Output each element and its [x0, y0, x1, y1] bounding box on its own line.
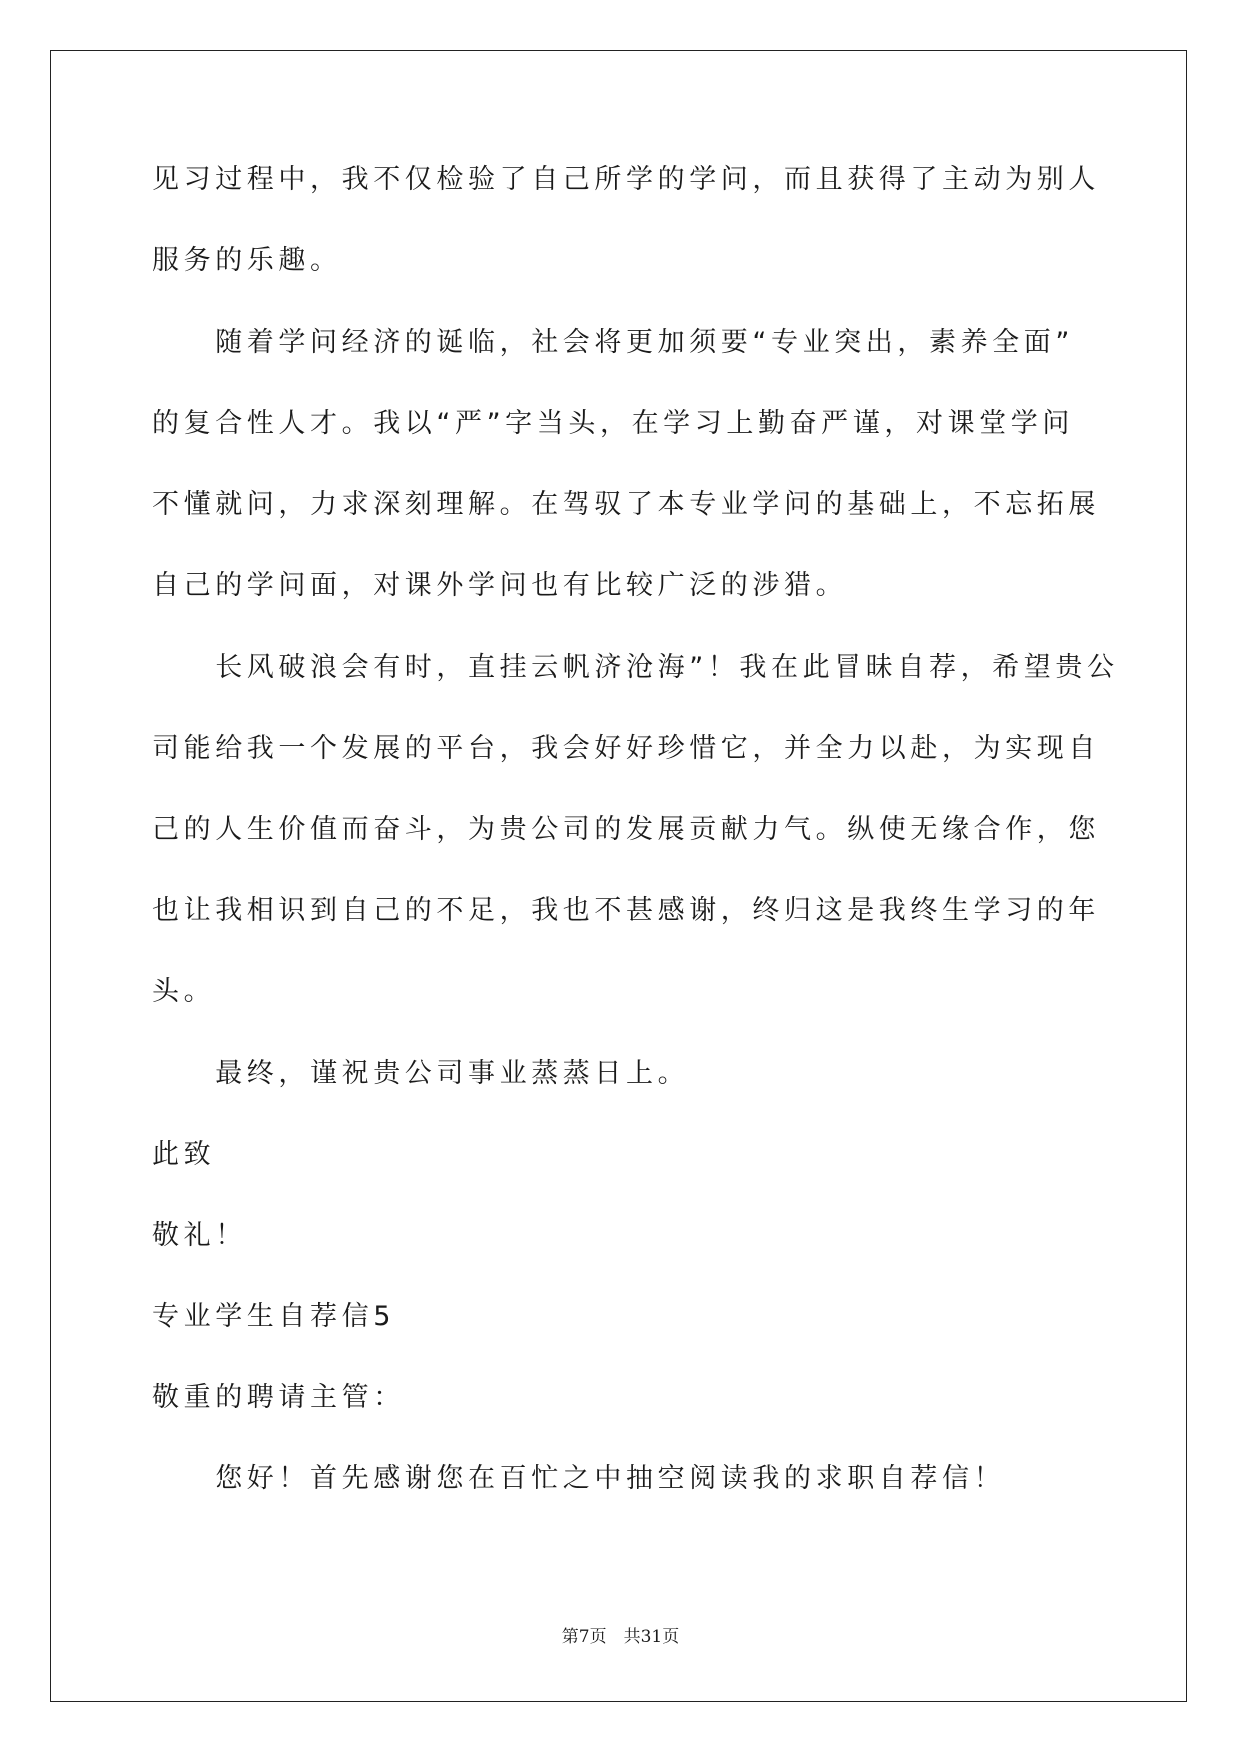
- salutation-jingli: 敬礼！: [152, 1220, 247, 1251]
- letter-greeting: 敬重的聘请主管：: [152, 1382, 405, 1413]
- text-line: 长风破浪会有时，直挂云帆济沧海”！我在此冒昧自荐，希望贵公: [152, 652, 1119, 683]
- letter-opening: 您好！首先感谢您在百忙之中抽空阅读我的求职自荐信！: [152, 1463, 1006, 1494]
- document-body: [152, 160, 1119, 1499]
- section-title: 专业学生自荐信5: [152, 1301, 395, 1332]
- text-line: 也让我相识到自己的不足，我也不甚感谢，终归这是我终生学习的年: [152, 895, 1100, 926]
- text-line: 的复合性人才。我以“严”字当头，在学习上勤奋严谨，对课堂学问: [152, 408, 1074, 439]
- text-line: 服务的乐趣。: [152, 245, 342, 276]
- text-line: 随着学问经济的诞临，社会将更加须要“专业突出，素养全面”: [152, 327, 1074, 358]
- salutation-cizhi: 此致: [152, 1139, 216, 1170]
- text-line: 头。: [152, 976, 216, 1007]
- text-line: 己的人生价值而奋斗，为贵公司的发展贡献力气。纵使无缘合作，您: [152, 814, 1100, 845]
- text-line: 自己的学问面，对课外学问也有比较广泛的涉猎。: [152, 570, 848, 601]
- text-line: 司能给我一个发展的平台，我会好好珍惜它，并全力以赴，为实现自: [152, 733, 1100, 764]
- page-number-footer: 第7页 共31页: [561, 1627, 680, 1647]
- closing-wish: 最终，谨祝贵公司事业蒸蒸日上。: [152, 1058, 690, 1089]
- text-line: 见习过程中，我不仅检验了自己所学的学问，而且获得了主动为别人: [152, 164, 1100, 195]
- text-line: 不懂就问，力求深刻理解。在驾驭了本专业学问的基础上，不忘拓展: [152, 489, 1100, 520]
